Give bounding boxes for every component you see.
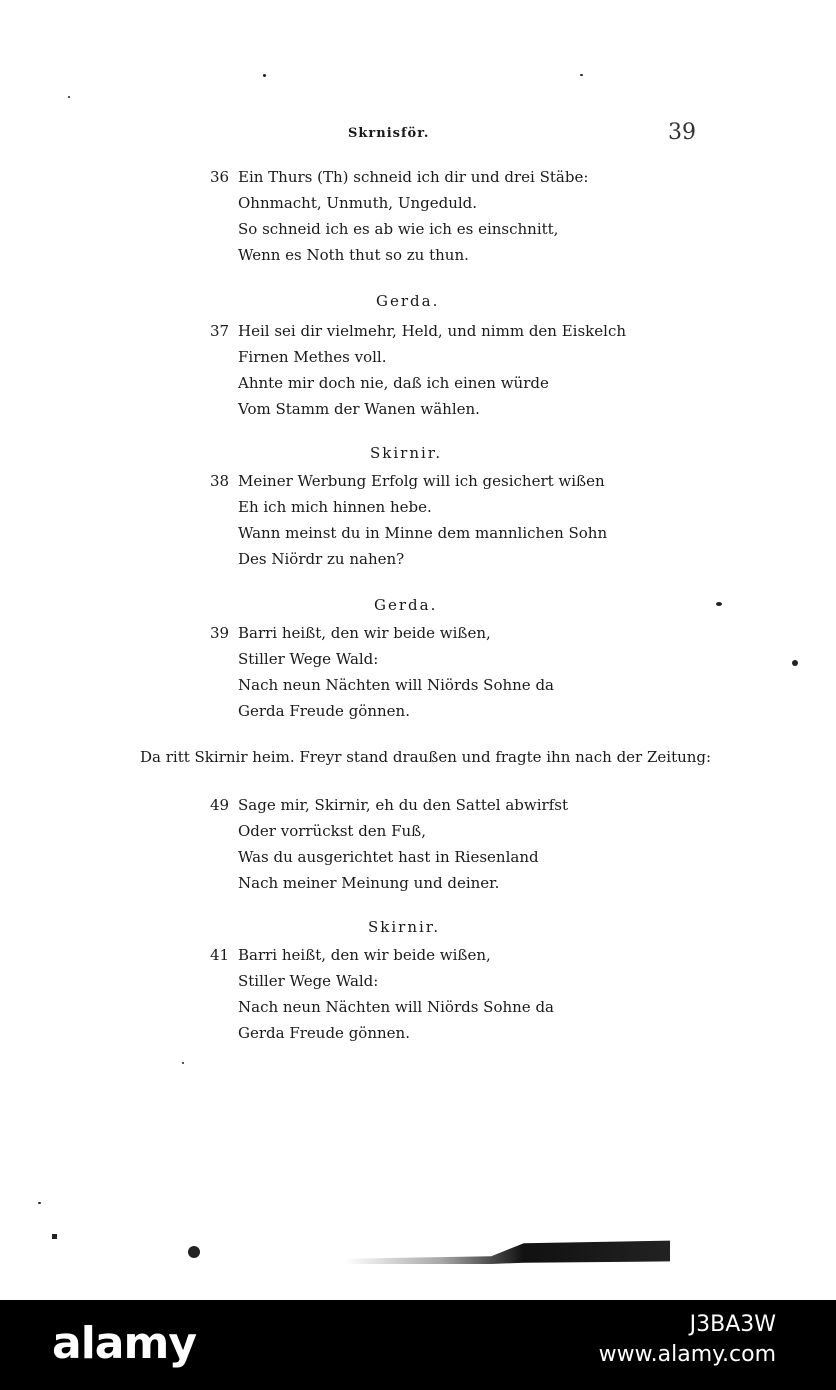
verse-line: Firnen Methes voll. [238, 348, 387, 366]
verse-line: Gerda Freude gönnen. [238, 702, 410, 720]
verse-line: Ahnte mir doch nie, daß ich einen würde [238, 374, 549, 392]
footer-url: www.alamy.com [598, 1342, 776, 1367]
footer-info [599, 1310, 776, 1370]
verse-line: Eh ich mich hinnen hebe. [238, 498, 432, 516]
verse-line: Stiller Wege Wald: [238, 972, 379, 990]
verse-number: 36 [210, 168, 230, 186]
verse-line: 49 Sage mir, Skirnir, eh du den Sattel abwirfst [210, 792, 568, 818]
verse-line: Nach neun Nächten will Niörds Sohne da [238, 998, 554, 1016]
speaker-heading: Gerda. [376, 292, 440, 310]
scan-edge-shadow [345, 1238, 670, 1264]
verse-line: Stiller Wege Wald: [238, 650, 379, 668]
scan-speck [68, 96, 70, 98]
verse-line: So schneid ich es ab wie ich es einschnitt, [238, 220, 559, 238]
speaker-heading: Gerda. [374, 596, 438, 614]
verse-line: Nach meiner Meinung und deiner. [238, 874, 500, 892]
verse-line: Nach neun Nächten will Niörds Sohne da [238, 676, 554, 694]
verse-line: Oder vorrückst den Fuß, [238, 822, 426, 840]
verse-line: 39 Barri heißt, den wir beide wißen, [210, 620, 491, 646]
speaker-heading: Skirnir. [368, 918, 441, 936]
running-header: Skrnisför. [348, 126, 430, 141]
verse-line: Ohnmacht, Unmuth, Ungeduld. [238, 194, 478, 212]
scan-speck [52, 1234, 57, 1239]
verse-number: 39 [210, 624, 230, 642]
scan-speck [263, 74, 266, 77]
verse-line: Wenn es Noth thut so zu thun. [238, 246, 469, 264]
verse-line: Was du ausgerichtet hast in Riesenland [238, 848, 539, 866]
brand-logo: alamy [52, 1318, 196, 1369]
verse-number: 38 [210, 472, 230, 490]
scan-speck [182, 1062, 184, 1064]
verse-number: 37 [210, 322, 230, 340]
verse-line: Wann meinst du in Minne dem mannlichen Sohn [238, 524, 608, 542]
page-number: 39 [668, 120, 696, 145]
verse-line: Gerda Freude gönnen. [238, 1024, 410, 1042]
verse-line: 37 Heil sei dir vielmehr, Held, und nimm den Eiskelch [210, 318, 626, 344]
prose-line: Da ritt Skirnir heim. Freyr stand draußen und fragte ihn nach der Zeitung: [140, 748, 712, 766]
scan-speck [716, 602, 722, 606]
verse-number: 49 [210, 796, 230, 814]
speaker-heading: Skirnir. [370, 444, 443, 462]
scan-speck [38, 1202, 41, 1204]
verse-line: 36 Ein Thurs (Th) schneid ich dir und drei Stäbe: [210, 164, 588, 190]
watermark-footer [0, 1300, 836, 1390]
verse-number: 41 [210, 946, 230, 964]
verse-line: 41 Barri heißt, den wir beide wißen, [210, 942, 491, 968]
verse-line: 38 Meiner Werbung Erfolg will ich gesichert wißen [210, 468, 605, 494]
scan-speck [792, 660, 798, 666]
scan-speck [580, 74, 583, 76]
verse-line: Des Niördr zu nahen? [238, 550, 405, 568]
image-id: J3BA3W [689, 1312, 776, 1337]
scan-speck [188, 1246, 200, 1258]
verse-line: Vom Stamm der Wanen wählen. [238, 400, 480, 418]
